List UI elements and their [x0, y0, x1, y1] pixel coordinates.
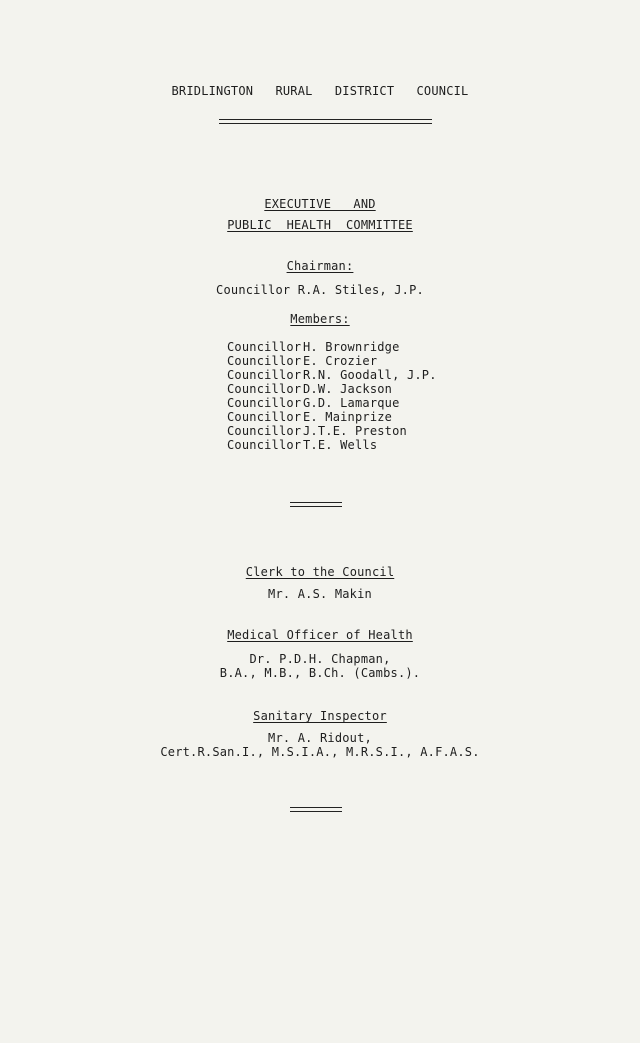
chairman-heading	[0, 259, 640, 273]
member-title: Councillor	[227, 438, 302, 452]
member-title: Councillor	[227, 340, 302, 354]
member-name: H. Brownridge	[303, 340, 400, 354]
member-name: D.W. Jackson	[303, 382, 393, 396]
member-name: J.T.E. Preston	[303, 424, 407, 438]
members-heading	[0, 312, 640, 326]
member-name: E. Crozier	[303, 354, 378, 368]
member-title: Councillor	[227, 424, 302, 438]
closing-separator-rule	[290, 807, 342, 812]
committee-title-line1-text: EXECUTIVE AND	[264, 197, 376, 211]
title-double-rule	[219, 119, 432, 124]
medical-officer-name: Dr. P.D.H. Chapman,	[249, 652, 391, 666]
member-title: Councillor	[227, 354, 302, 368]
chairman-heading-text: Chairman:	[286, 259, 354, 273]
committee-title-line2	[0, 218, 640, 232]
medical-officer-heading-text: Medical Officer of Health	[227, 628, 413, 642]
sanitary-inspector-name: Mr. A. Ridout,	[268, 731, 372, 745]
member-title: Councillor	[227, 396, 302, 410]
member-name: T.E. Wells	[303, 438, 378, 452]
list-item	[227, 354, 487, 368]
committee-title-line2-text: PUBLIC HEALTH COMMITTEE	[227, 218, 413, 232]
council-title: BRIDLINGTON RURAL DISTRICT COUNCIL	[171, 84, 469, 98]
committee-title-line1	[0, 197, 640, 211]
clerk-heading-text: Clerk to the Council	[245, 565, 395, 579]
list-item	[227, 340, 487, 354]
medical-officer-qualifications: B.A., M.B., B.Ch. (Cambs.).	[219, 666, 421, 680]
section-separator-rule	[290, 502, 342, 507]
sanitary-inspector-heading	[0, 709, 640, 723]
list-item	[227, 396, 487, 410]
member-name: G.D. Lamarque	[303, 396, 400, 410]
medical-officer-heading	[0, 628, 640, 642]
sanitary-inspector-qualifications: Cert.R.San.I., M.S.I.A., M.R.S.I., A.F.A.S.	[160, 745, 480, 759]
member-title: Councillor	[227, 410, 302, 424]
list-item	[227, 382, 487, 396]
member-title: Councillor	[227, 368, 302, 382]
list-item	[227, 424, 487, 438]
members-list	[227, 340, 487, 452]
list-item	[227, 410, 487, 424]
members-heading-text: Members:	[290, 312, 350, 326]
sanitary-inspector-heading-text: Sanitary Inspector	[253, 709, 387, 723]
member-title: Councillor	[227, 382, 302, 396]
clerk-heading	[0, 565, 640, 579]
member-name: E. Mainprize	[303, 410, 393, 424]
member-name: R.N. Goodall, J.P.	[303, 368, 437, 382]
list-item	[227, 438, 487, 452]
clerk-name: Mr. A.S. Makin	[268, 587, 372, 601]
list-item	[227, 368, 487, 382]
chairman-name: Councillor R.A. Stiles, J.P.	[216, 283, 424, 297]
